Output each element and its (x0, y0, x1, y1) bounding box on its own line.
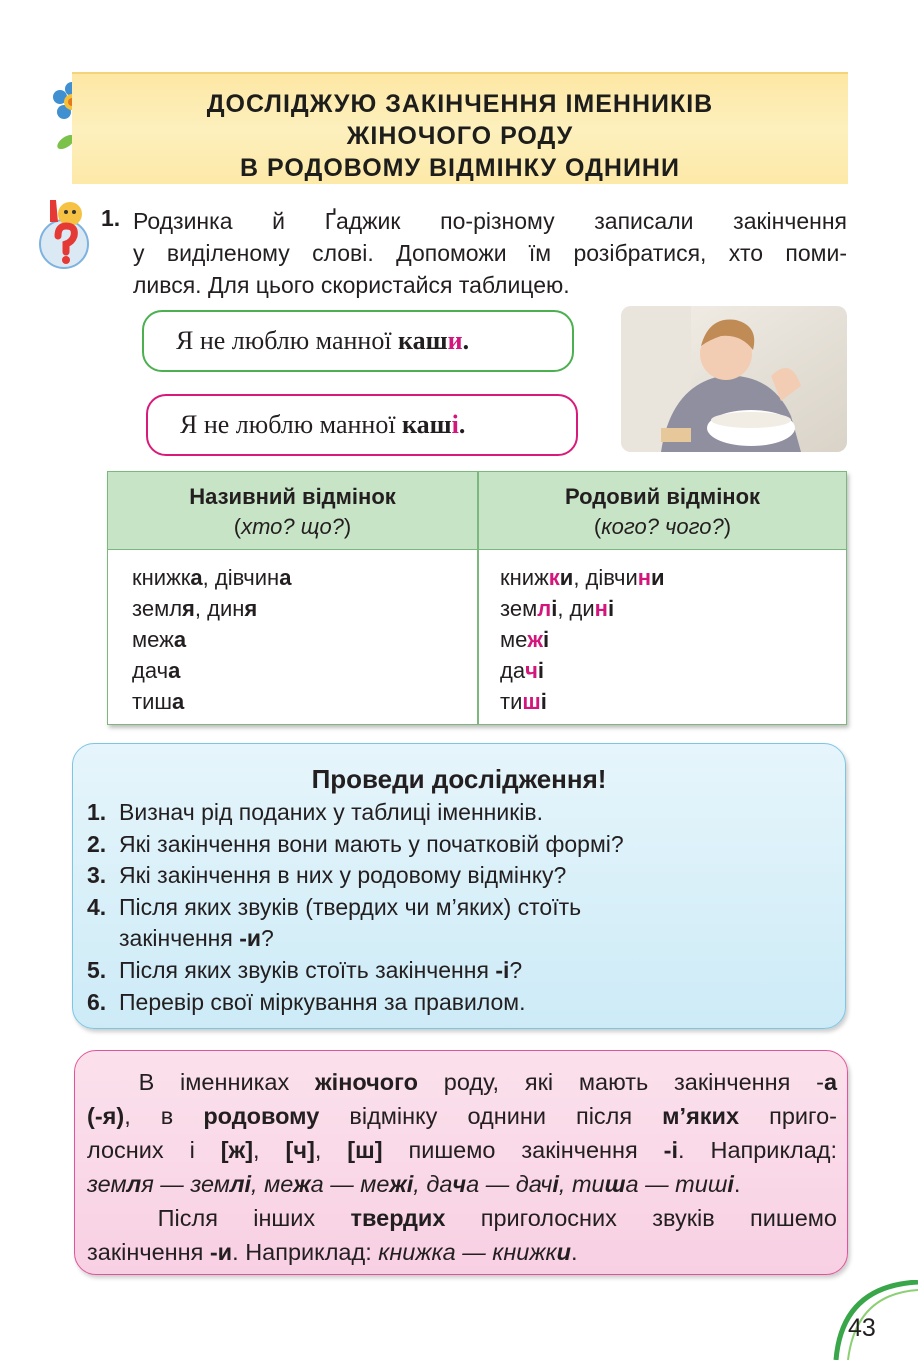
item-number: 4. (87, 893, 107, 920)
item-text: Які закінчення вони мають у початковій формі? (119, 830, 624, 857)
text-segment: і (542, 627, 550, 652)
text-segment: жіночого (315, 1069, 418, 1095)
research-item (87, 987, 624, 1019)
table-cell-row (132, 593, 291, 624)
text-segment: відмінку однини після (319, 1103, 663, 1129)
bubble-prefix: Я не люблю манної (180, 410, 403, 439)
text-segment: і (540, 689, 547, 714)
nominative-column (132, 562, 291, 717)
text-segment: земл (132, 596, 183, 621)
item-punct: ? (261, 925, 274, 952)
text-segment: і (406, 1171, 414, 1197)
table-cell-row (500, 562, 665, 593)
text-segment: а — ме (310, 1171, 390, 1197)
item-number: 2. (87, 830, 107, 857)
text-segment: закінчення (87, 1239, 210, 1265)
rule-line (87, 1133, 837, 1167)
text-segment: к (548, 565, 560, 590)
bubble-dot: . (458, 410, 466, 439)
speech-bubble-pink (146, 394, 578, 456)
rule-line (87, 1065, 837, 1099)
research-item (87, 797, 624, 829)
rule-line (87, 1201, 837, 1235)
text-segment: ч (525, 658, 538, 683)
text-segment: зем (87, 1171, 127, 1197)
title-line-2: ЖІНОЧОГО РОДУ (346, 122, 574, 150)
research-item (87, 860, 624, 892)
speech-bubble-green (142, 310, 574, 372)
item-text: Які закінчення в них у родовому відмінку? (119, 862, 567, 889)
text-segment: і (244, 1171, 252, 1197)
text-segment: а (190, 565, 203, 590)
item-number: 5. (87, 956, 107, 983)
question-mascot-icon (36, 192, 96, 274)
text-segment: і (727, 1171, 734, 1197)
item-number: 3. (87, 862, 107, 889)
text-segment: л (537, 596, 552, 621)
column-header-genitive (478, 482, 847, 542)
text-segment: і (551, 596, 558, 621)
text-segment: родовому (203, 1103, 320, 1129)
exercise-line: лився. Для цього скористайся таблицею. (133, 272, 570, 298)
text-segment: ме (500, 627, 528, 652)
column-question: (хто? що?) (233, 514, 352, 539)
rule-box (74, 1050, 848, 1275)
text-segment: Після інших (87, 1205, 351, 1231)
text-segment: и (559, 565, 574, 590)
text-segment: м’яких (662, 1103, 740, 1129)
item-text: закінчення (119, 925, 240, 952)
text-segment: і (537, 658, 544, 683)
rule-line (87, 1235, 837, 1269)
bubble-ending: і (451, 410, 459, 439)
text-segment: лосних і (87, 1137, 221, 1163)
table-cell-row (500, 624, 665, 655)
table-cell-row (132, 624, 291, 655)
bubble-dot: . (462, 326, 470, 355)
text-segment: . (733, 1171, 741, 1197)
text-segment: я (244, 596, 258, 621)
text-segment: і (607, 596, 615, 621)
text-segment: и (556, 1239, 571, 1265)
text-segment: . Наприклад: (678, 1137, 838, 1163)
text-segment: . (570, 1239, 578, 1265)
text-segment: і (552, 1171, 559, 1197)
text-segment: , (314, 1137, 348, 1163)
text-segment: ш (707, 1171, 728, 1197)
text-segment: книжк (132, 565, 191, 590)
column-header-nominative (108, 482, 477, 542)
text-segment: ч (452, 1171, 467, 1197)
text-segment: , дин (194, 596, 245, 621)
text-segment: ч (540, 1171, 553, 1197)
column-title: Родовий відмінок (564, 484, 761, 509)
text-segment: ш (522, 689, 541, 714)
text-segment: , дівчи (573, 565, 638, 590)
text-segment: книж (500, 565, 549, 590)
text-segment: В іменниках (87, 1069, 315, 1095)
text-segment: л (229, 1171, 245, 1197)
text-segment: да (500, 658, 526, 683)
rule-line (87, 1167, 837, 1201)
exercise-text (133, 205, 847, 301)
text-segment: , ти (558, 1171, 605, 1197)
title-line-3: В РОДОВОМУ ВІДМІНКУ ОДНИНИ (240, 154, 680, 182)
declension-table (107, 471, 847, 725)
item-number: 1. (87, 799, 107, 825)
text-segment: и (651, 565, 665, 590)
text-segment: ти (500, 689, 523, 714)
text-segment: н (637, 565, 652, 590)
text-segment: роду, які мають закінчення - (418, 1069, 824, 1095)
column-question: (кого? чого?) (593, 514, 732, 539)
text-segment: пишемо закінчення (382, 1137, 664, 1163)
item-text: Перевір свої міркування за правилом. (119, 988, 526, 1015)
text-segment: , ди (557, 596, 595, 621)
item-ending: -і (495, 956, 510, 983)
research-item (87, 955, 624, 987)
text-segment: , дівчин (202, 565, 280, 590)
text-segment: меж (132, 627, 174, 652)
item-ending: -и (239, 925, 262, 952)
genitive-column (500, 562, 665, 717)
text-segment: а — да (466, 1171, 541, 1197)
text-segment: ж (293, 1171, 311, 1197)
text-segment: ш (604, 1171, 626, 1197)
text-segment: ж (389, 1171, 407, 1197)
text-segment: ж (527, 627, 543, 652)
text-segment: , ме (251, 1171, 294, 1197)
text-segment: н (594, 596, 608, 621)
text-segment: . Наприклад: (232, 1239, 379, 1265)
text-segment: твердих (350, 1205, 446, 1231)
text-segment: а (172, 689, 185, 714)
text-segment: л (126, 1171, 142, 1197)
table-cell-row (132, 562, 291, 593)
exercise-number: 1. (101, 205, 121, 231)
item-punct: ? (509, 956, 523, 983)
table-cell-row (500, 655, 665, 686)
text-segment: , (253, 1137, 286, 1163)
research-box (72, 743, 846, 1029)
research-item (87, 829, 624, 861)
item-text: Визнач рід поданих у таблиці іменників. (119, 799, 543, 825)
text-segment: приго- (739, 1103, 837, 1129)
rule-text (87, 1065, 837, 1269)
item-text: Після яких звуків стоїть закінчення (119, 956, 496, 983)
text-segment: а (823, 1069, 838, 1095)
section-title-banner (72, 72, 848, 184)
item-text: Після яких звуків (твердих чи м’яких) стоїть (119, 893, 582, 920)
text-segment: книжка — книжк (378, 1239, 557, 1265)
bubble-stem: каш (402, 410, 452, 439)
title-line-1: ДОСЛІДЖУЮ ЗАКІНЧЕННЯ ІМЕННИКІВ (206, 90, 714, 118)
exercise-line: Родзинка й Ґаджик по-різному записали закінчення (133, 208, 847, 234)
text-segment: -і (663, 1137, 679, 1163)
text-segment: а — ти (625, 1171, 708, 1197)
girl-photo (621, 306, 847, 452)
text-segment: зем (500, 596, 538, 621)
text-segment: , в (124, 1103, 204, 1129)
text-segment: -и (209, 1239, 233, 1265)
text-segment: а (279, 565, 292, 590)
exercise-line: у виділеному слові. Допоможи їм розібратися, хто поми- (133, 240, 847, 266)
research-item (87, 923, 624, 955)
research-list (87, 797, 624, 1018)
rule-line (87, 1099, 837, 1133)
table-cell-row (500, 593, 665, 624)
text-segment: [ж] (220, 1137, 254, 1163)
text-segment: тиш (132, 689, 173, 714)
research-item (87, 892, 624, 924)
text-segment: я (182, 596, 195, 621)
table-cell-row (500, 686, 665, 717)
page-number: 43 (848, 1314, 876, 1342)
bubble-ending: и (447, 326, 463, 355)
column-title: Називний відмінок (189, 484, 396, 509)
text-segment: [ш] (347, 1137, 383, 1163)
text-segment: я — зем (141, 1171, 230, 1197)
table-cell-row (132, 686, 291, 717)
research-title: Проведи дослідження! (311, 764, 607, 794)
text-segment: дач (132, 658, 169, 683)
table-cell-row (132, 655, 291, 686)
text-segment: [ч] (285, 1137, 315, 1163)
text-segment: , да (413, 1171, 453, 1197)
text-segment: а (168, 658, 181, 683)
text-segment: а (173, 627, 187, 652)
item-number: 6. (87, 988, 107, 1015)
bubble-prefix: Я не люблю манної (176, 326, 399, 355)
bubble-stem: каш (398, 326, 448, 355)
text-segment: приголосних звуків пишемо (445, 1205, 838, 1231)
text-segment: (-я) (87, 1103, 125, 1129)
